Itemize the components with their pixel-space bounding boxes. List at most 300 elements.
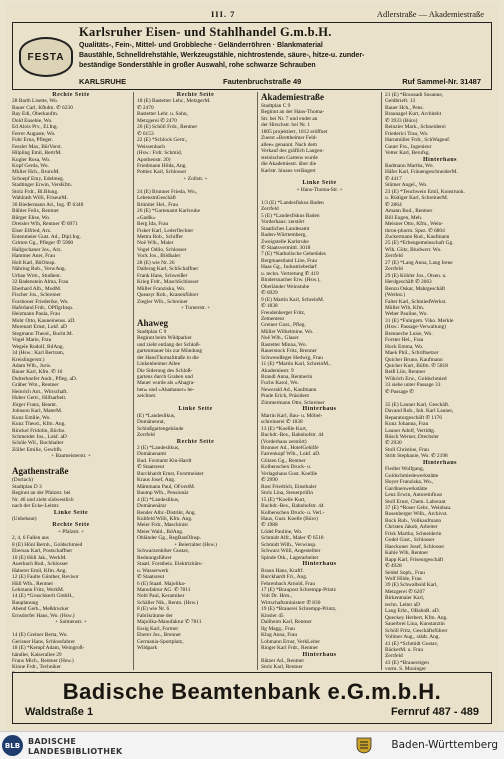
directory-line: ✆ Staatsreut	[137, 464, 165, 471]
directory-line: Staatl. Forstbeiz. Elektrizitäts-	[137, 561, 203, 568]
directory-line: Baump Wlh., Pensionär	[137, 490, 189, 497]
directory-line: schreinerei ✆ 1838	[261, 419, 303, 426]
directory-line: Bürger Elise, Wo.	[12, 214, 51, 221]
directory-line: Braunagel Kurt, Architekt	[385, 111, 442, 118]
directory-line: ✆ 6153	[137, 130, 154, 137]
directory-line: (Werkst.)	[385, 292, 406, 299]
directory-line: Zerrfeld	[261, 206, 279, 213]
directory-line: Wegele Rudolf, BdAng.	[12, 343, 64, 350]
directory-line: 15 (E) *Koelle Kurt,	[261, 496, 306, 503]
directory-line: Adam Wlh., Juris.	[12, 363, 52, 370]
directory-line: Brunner Ad., HotelGehilfe	[261, 445, 319, 452]
directory-line: 14 (E) Greiner Berta, Wo.	[12, 632, 68, 639]
library-line-2: LANDESBIBLIOTHEK	[28, 746, 123, 756]
directory-line: Haas Gg., Industriebedarf	[261, 264, 317, 271]
directory-line: Bühler Felix, Rentner	[12, 208, 59, 215]
directory-line: 6 (E) Staatl. Majolika-	[137, 580, 186, 587]
column-divider	[257, 92, 258, 670]
directory-line: Wildpark	[137, 645, 158, 652]
directory-line: Rinckel Fridolin, Bücho.	[12, 427, 66, 434]
directory-line: (Hsw.: Passage-Verwaltung)	[385, 324, 447, 331]
directory-line: 7 (E) *Katholische Gebetüdes	[261, 251, 326, 258]
directory-line: Verlagshaus Gust. Koellle	[261, 470, 318, 477]
directory-line: Domänenärar	[137, 503, 167, 510]
directory-line: Götzen Gg., Rentner	[261, 457, 306, 464]
directory-line: Fehrenbach Arnold, Frau	[261, 580, 316, 587]
directory-line: techn. Leiter aD	[385, 601, 420, 608]
directory-line: Krieg Frdr., MaschSchlosser	[137, 279, 199, 286]
directory-line: Maek Phil., Schriftsetzer	[385, 350, 439, 357]
directory-line: Urban Wrm., Studienr.	[12, 272, 61, 279]
directory-line: Beginnt an der Hans-Thoma-	[261, 109, 325, 116]
directory-line: Burckhardt Ernst, Forstmeister	[137, 470, 204, 477]
directory-line: Seidel Soph., Frau	[385, 569, 425, 576]
directory-line: Pottiez Karl, Schlosser	[137, 169, 187, 176]
directory-line: 22 (E) *Schlock Gertr.,	[137, 137, 188, 144]
cross-street: + Pfalzstr. +	[57, 528, 85, 535]
directory-line: Zimmermann Otto, Schreiner	[261, 399, 325, 406]
directory-line: Majolika-Manufaktur ✆ 7811	[137, 619, 202, 626]
directory-line: Stadtplan C 9	[261, 103, 291, 109]
directory-line: Abend Gerh., Meßdrucker	[12, 606, 69, 613]
directory-line: (Vorderhaus zerstört)	[261, 438, 307, 445]
directory-line: Zementeur	[261, 315, 285, 322]
directory-line: Herdgeschäft ✆ 2663	[385, 279, 432, 286]
side-heading: Hinterhaus	[422, 459, 457, 466]
ad-city: KARLSRUHE	[79, 77, 127, 86]
directory-line: Greiner Gust., Pfleg.	[261, 322, 306, 329]
directory-line: Meisner Otto, Kfm., Wein-	[385, 221, 444, 228]
directory-line: Haus, Gust. Koelle (Büro)	[261, 516, 318, 522]
directory-line: ✆ 3933 (Büro)	[385, 117, 418, 124]
directory-line: Entenmeier Gust. Ad., Dipl.Ing.	[12, 233, 81, 240]
directory-line: Schwarzenbiher Gustav,	[137, 548, 190, 555]
directory-line: Reiß Lilo, Rentner	[385, 369, 426, 376]
directory-line: Fisker Karl, Lederflechter	[137, 227, 194, 234]
cross-street: + Baumeisterstr. +	[51, 453, 91, 460]
directory-line: Schmeider Jos., Lokf. aD	[12, 434, 67, 441]
directory-line: Jörger Franz, Beamt.	[12, 401, 58, 408]
directory-line: Heizmann Paula, Frau	[12, 311, 61, 318]
directory-line: Gauer Fra., Ingenieur	[385, 143, 432, 150]
directory-line: Noë Wlh., Maler	[137, 240, 174, 247]
directory-line: Schmidt Wilh., Verwinsp.	[261, 541, 317, 548]
directory-line: Heinrich Ant., Wirtschaft.	[12, 388, 68, 395]
side-heading: Linke Seite	[178, 406, 213, 413]
directory-line: Lohmann Ernst, VerkLeiter	[261, 638, 321, 645]
directory-line: Brenneche Luise, Wo.	[385, 330, 433, 337]
directory-line: Schoepf Emy, Edelmeg.	[12, 175, 65, 182]
directory-line: Rösch Werner, Drechsler	[385, 434, 439, 441]
directory-line: Schloßgartengebäude	[137, 425, 184, 432]
side-heading: Hinterhaus	[302, 561, 337, 568]
directory-line: Frank Hans, Schweißer	[137, 272, 188, 279]
directory-line: Bender Albr.-Distrikt, Ang.	[137, 509, 196, 516]
side-heading: Rechte Seite	[176, 92, 215, 98]
directory-line: Godel Gust., Schlosser	[385, 537, 435, 544]
directory-line: ✆ 2990	[261, 477, 278, 484]
directory-line: Mämmann Paul, OForstM.	[137, 483, 196, 490]
directory-line: Newerald Ad., Kaufmann	[261, 386, 317, 393]
directory-line: Huber Gertr., Hilfsarbeit.	[12, 395, 67, 402]
directory-line: 32 Badenstein Alma, Frau	[12, 279, 69, 286]
directory-line: Schwarz Willi, Angestellter	[261, 548, 321, 555]
column-1	[12, 92, 130, 672]
directory-line: ✆ Staatsreut	[137, 574, 165, 581]
directory-line: Kinne Frdr., Techniker	[12, 664, 61, 671]
directory-line: 28 (E) wie Nr. 26	[137, 259, 175, 266]
directory-line: Ferrer Auguste, Wo.	[12, 130, 56, 137]
column-divider	[133, 92, 134, 670]
directory-line: Gräber Wm., Rentner	[12, 382, 59, 389]
directory-line: Rauerstock Fritz, Brenner	[261, 348, 317, 355]
directory-line: Hammer Aner, Frau	[12, 253, 56, 260]
library-name	[28, 737, 123, 756]
directory-line: Bock Rob., Vollkaufmann	[385, 517, 442, 524]
directory-line: Harnmüller Frdr., SchWagenf.	[385, 137, 451, 144]
side-heading: Rechte Seite	[176, 438, 215, 445]
directory-line: der Hirschstr. bei Nr. 1	[261, 122, 311, 129]
directory-line: ben« und »Ahamauer« be-	[137, 386, 195, 393]
advertisement-bank	[12, 672, 492, 724]
directory-line: LebensmGeschäft	[137, 195, 176, 202]
directory-line: 37 (E) *Roser Gebr., Weinbau.	[385, 505, 452, 511]
directory-line: Spinde Otk., Lagerarbeiter	[261, 554, 319, 561]
street-heading: Akademiestraße	[261, 92, 324, 102]
directory-line: Goldschmiedewerkstätte	[385, 472, 439, 479]
directory-line: Volt Dr. Hrm.,	[261, 593, 292, 600]
directory-line: allee« genannt. Nach dem	[261, 141, 317, 148]
directory-line: Vogel Marie, Frau	[12, 337, 52, 344]
cross-street: + Salmenstr. +	[55, 619, 87, 626]
street-heading: Ahaweg	[137, 317, 168, 328]
state-crest-icon	[356, 736, 372, 754]
directory-line: Metzgerei ✆ 6207	[385, 588, 425, 595]
directory-line: 1805 projektiert, 1812 eröffnet	[261, 128, 328, 135]
directory-line: die Akademiestr. über die	[261, 161, 317, 168]
directory-line: (Durlach)	[12, 477, 33, 484]
directory-line: Eberhard Alb., ModM.	[12, 285, 62, 292]
directory-line: Stoll Ernst, Chem. Laborant	[385, 498, 446, 505]
directory-line: Forsboner Friederike, Wo.	[12, 298, 69, 305]
directory-line: Kolbenschen Druck- u.	[261, 464, 312, 471]
side-heading: Hinterhaus	[302, 406, 337, 413]
directory-line: Baden-Württemberg,	[261, 232, 307, 239]
bank-name: Badische Beamtenbank e.G.m.b.H.	[62, 679, 442, 704]
directory-line: Vollmer Aug., städt. Ang.	[385, 634, 440, 641]
directory-line: Akademiestr. 9	[261, 367, 294, 374]
directory-line: 25 (E) *Erbengemeinschaft Gg.	[385, 240, 454, 247]
directory-line: Hüll Wlh., Rentner	[12, 580, 54, 587]
directory-line: Bay Edi, Oberkaufm.	[12, 111, 59, 118]
directory-line: Rost Friedrich, Einsthaler	[261, 483, 317, 490]
directory-line: Geldbriefr. 13	[385, 98, 416, 105]
directory-line: Grimm Gg., Pfleger ✆ 5900	[12, 240, 74, 247]
directory-line: Lehmann Fritz, WerkM.	[12, 586, 65, 593]
directory-line: ✆ 2930	[385, 440, 402, 447]
directory-line: Wlh. Götz, Bludwerr. Wo.	[385, 246, 442, 253]
directory-line: Kunz Theod., Kfm. Ang.	[12, 421, 66, 428]
directory-line: Rapp Karl, Friseurgeschäft	[385, 556, 444, 563]
advertisement-steel	[12, 22, 492, 90]
directory-line: Mettra Rob., Schiffer	[137, 233, 184, 240]
directory-line: thron-phorm. Spez. ✆ 6804	[385, 227, 445, 234]
directory-line: Reparaturgeschäft ✆ 1176	[385, 414, 442, 421]
directory-line: (Unbebaut)	[12, 516, 37, 522]
directory-line: u. techn. Vertretung ✆ 419	[261, 270, 319, 277]
directory-line: Vorderhaus: zerstört	[261, 219, 305, 226]
page-header	[6, 6, 498, 22]
directory-line: Brandl Anna, Rentnerin	[261, 374, 313, 381]
directory-line: Müller Wlh, Kfm.	[385, 304, 425, 311]
directory-line: Braun Hans, Kraftf.	[261, 567, 304, 574]
directory-line: 13 (E) *Koellle Kurt,	[261, 425, 308, 432]
directory-line: Bauer Carl, Kfkdm. ✆ 6230	[12, 104, 73, 111]
directory-line: Kunz Emilie, Wo.	[12, 414, 51, 421]
directory-line: (E) *Landeslikus,	[137, 412, 176, 419]
directory-line: ✆ Staatsvermittl. 3018	[261, 244, 311, 251]
street-heading: Agathenstraße	[12, 466, 69, 477]
directory-line: Auerbach Rud., Schlosser	[12, 561, 68, 568]
directory-line: Buchdr.-Bes., Bahnhofstr. 44	[261, 432, 324, 439]
directory-line: (Hsw.: Frdr. Schmid,	[137, 150, 183, 157]
directory-line: Zuckermann Rud., Kaufmann	[385, 233, 450, 240]
directory-line: Obländer Gg., RegBauOInsp.	[137, 535, 201, 542]
directory-line: Müller Franziska, Wo.	[137, 285, 186, 292]
ad-address: Fautenbruchstraße 49	[223, 77, 302, 86]
directory-line: Müller Wilhelmine, Wo.	[261, 328, 314, 335]
directory-line: Quicher Bruno, Kaufmann	[385, 356, 443, 363]
directory-line: Nähring Rob., VerwAng.	[12, 266, 66, 273]
directory-line: 39 (E) Schwalbold Karl,	[385, 582, 438, 589]
directory-line: ✆ 4928	[385, 563, 402, 570]
directory-line: Ilg Magg., Frau	[261, 625, 295, 632]
directory-line: Ernsdorfer Hans, Wo. (Hsw.)	[12, 612, 75, 619]
directory-line: steinischen Gartens wurde	[261, 154, 318, 161]
directory-line: Bill Eugen, Meh.	[385, 214, 423, 221]
directory-line: Zerrfeld	[385, 253, 403, 260]
directory-line: Stümer Angel., Wo.	[385, 182, 428, 189]
side-heading: Hinterhaus	[302, 651, 337, 658]
directory-line: Ebersau Karl, Postschaffner	[12, 548, 73, 555]
directory-line: Bauer Hch., Pens.	[385, 104, 424, 111]
directory-line: Nr. 46 und zieht südwestlich	[12, 496, 74, 503]
directory-line: Stadtplan C 9	[137, 328, 167, 335]
directory-line: 43 (E) *Brauereigen	[385, 659, 430, 666]
directory-line: Quicher Kurt, Büfm. ✆ 5818	[385, 363, 448, 370]
directory-line: Zerrfeld	[385, 266, 403, 273]
directory-line: Badmann Martha, Wo.	[385, 162, 434, 169]
directory-line: Häfer Karl, FräuengeschneiderM.	[385, 169, 458, 176]
directory-line: Meier Wald., BdAng.	[137, 528, 184, 535]
directory-line: Friederici Trau, Wo.	[385, 130, 429, 137]
directory-line: Weber Pauline, Wo.	[385, 311, 428, 318]
directory-line: Haferland Frdr., OPflgrInsp.	[12, 304, 74, 311]
directory-line: 28 Barth Lisette, Wo.	[12, 98, 59, 105]
directory-line: Kraus Josef, Ang.	[137, 477, 176, 484]
side-heading: Rechte Seite	[52, 92, 90, 98]
directory-line: 24 (E) Brunner Frieda, Wo.,	[137, 188, 198, 195]
directory-line: Str. bei Nr. 7 und endet an	[261, 115, 318, 122]
directory-line: Zöller Emilie, Gewbfh.	[12, 446, 63, 453]
directory-line: Buchdr.-Bes., Bahnhofstr. 44	[261, 503, 324, 510]
directory-line: gartens durch Graben und	[137, 374, 193, 381]
directory-line: Lenz Erwin, Autoreinfluss	[385, 492, 443, 499]
directory-line: Rastetter Minna, Wo.	[261, 341, 307, 348]
directory-line: Dallheim Karl, Rentner	[261, 619, 312, 626]
directory-line: Schöll Fritz, Geschäftsführer	[385, 627, 448, 634]
directory-line: Amann Rud., Rentner	[385, 208, 433, 215]
blb-logo-icon: BLB	[2, 735, 23, 756]
directory-line: Fessler Max, BürVorst.	[12, 143, 62, 150]
side-heading: Hinterhaus	[422, 156, 457, 163]
directory-line: Launer Adolf, Vertldtg.	[385, 427, 436, 434]
directory-line: Falter Karl, SchmiedWerkst.	[385, 298, 447, 305]
directory-line: Zerrfeld	[137, 432, 155, 439]
ad-line-1: Qualitäts-, Fein-, Mittel- und Grobbleche · Geländerröhren · Blankmaterial	[79, 42, 323, 49]
directory-line: gartenmauer bis zur Mündung	[137, 348, 203, 355]
directory-line: Rosenberger Wilh., Archivst.	[385, 511, 448, 518]
directory-line: Zerrfeld	[385, 653, 403, 660]
directory-line: Schwendfeger Hedwig, Frau	[261, 354, 323, 361]
directory-line: Staatliches Landesamt	[261, 225, 310, 232]
directory-line: Mauer wurde als »Ahagra-	[137, 380, 195, 387]
directory-line: 2 (E) *Landeslikus,	[137, 445, 180, 452]
directory-line: Stadtinger Erwin, VersKfm.	[12, 182, 73, 189]
library-line-1: BADISCHE	[28, 737, 77, 746]
directory-line: Dold Eusebie, Wo.	[12, 117, 53, 124]
directory-line: Lang Erhr., OBahnR. aD.	[385, 608, 440, 615]
directory-line: Kugler Rosa, Wo.	[12, 156, 51, 163]
directory-line: Klug Anna, Frau	[261, 632, 298, 639]
directory-line: Prade Erich, Präsident	[261, 393, 310, 400]
directory-line: Domänenamt	[137, 451, 167, 458]
directory-line: Schäller Nik., Rentn. (Hsw.)	[137, 599, 199, 606]
directory-line: Holl Karl, BüOinsp.	[12, 259, 56, 266]
ad-line-3: beständige Sonderstähle in großer Auswahl, rohe schwarze Schrauben	[79, 62, 316, 69]
cross-street: + Turnerstr. +	[180, 304, 211, 311]
directory-line: ✆ Passage ✆	[385, 388, 414, 395]
directory-line: Brümler Hel., Frau	[137, 201, 179, 208]
directory-line: Vetter Karl, Berufsg.	[385, 150, 430, 157]
ad-phone: Ruf Sammel-Nr. 31487	[402, 77, 481, 86]
directory-line: Haberer Emil, Kfm. Ang.	[12, 567, 67, 574]
directory-line: Gardinenwerkstätte	[385, 485, 428, 492]
directory-line: Müller Hch., BruruM.	[12, 169, 60, 176]
directory-line: vorm. S. Moninger	[385, 666, 427, 672]
directory-line: Mohr Otto, Kauneinenss. aD.	[12, 317, 76, 324]
directory-line: Fischer Jos., Schreiner	[12, 292, 61, 299]
directory-line: Bindersnacher Erw. (Hsw.),	[261, 277, 321, 284]
directory-line: Wahlrath Willi, FriseurM.	[12, 195, 68, 202]
state-name: Baden-Württemberg	[391, 739, 498, 751]
directory-line: Manufaktur AG. ✆ 7811	[137, 586, 191, 593]
directory-line: Eberer Jos., Brenner	[137, 632, 182, 639]
directory-line: »Gadik«	[137, 214, 156, 221]
directory-line: Stadtplan D 3	[12, 483, 42, 490]
directory-line: Christen Jakob, Arbeiter	[385, 524, 438, 531]
directory-line: 10 (E) Hüll Jak., WerkM.	[12, 554, 67, 561]
directory-line: Apothenstr. 20)	[137, 156, 171, 163]
directory-line: Ringer Karl Frdr., Rentner	[261, 645, 319, 652]
directory-line: Zuerst »Brettheimer Feld-	[261, 135, 318, 142]
directory-line: Dreisler Wlh, Rentner ✆ 6971	[12, 221, 78, 228]
directory-line: Gerisner Hans, Schlossfahrer	[12, 638, 76, 645]
footer-bar	[0, 731, 504, 759]
directory-line: Queckey Herbert, Kfm. Ang.	[385, 614, 448, 621]
directory-line: 29 (E) Köhler Jos., Otsen. u.	[385, 272, 447, 279]
street-range: Adlerstraße — Akademiestraße	[376, 9, 484, 19]
directory-line: und zieht entlang der Schloß-	[137, 341, 201, 348]
directory-line: 34 (Hsw.: Karl Bertram,	[12, 350, 65, 357]
directory-line: Kuhfeld Willi, Kfm. Ang.	[137, 516, 193, 522]
directory-line: 1/3 (E) *Landesfiskus Baden	[261, 199, 324, 206]
directory-line: Davand Rob., Inh. Karl Launer,	[385, 408, 454, 415]
directory-line: 8 (E) Hönl Bernh., Goldschmied	[12, 541, 83, 548]
directory-line: 18 (E) Bastetter Lehr., MetzgerM.	[137, 98, 211, 105]
directory-line: Burckhardt Fri., Ang.	[261, 574, 308, 581]
directory-line: Frans Mich., Rentner (Hsw.)	[12, 657, 74, 664]
directory-line: Zweigstelle Karlsruhe	[261, 238, 309, 245]
festa-logo: FESTA	[19, 37, 73, 77]
directory-line: 31 (E) *Fuhrgem. Viko. Merkle	[385, 317, 454, 324]
directory-line: Hallgschaner Jos., Arz.	[12, 246, 62, 253]
directory-line: Stritt Stephanie, Wo. ✆ 2198	[385, 453, 448, 460]
directory-line: ✆ 2864	[385, 201, 402, 208]
directory-line: 9 (E) Martin Karl, SchreinM.	[261, 296, 325, 303]
directory-line: Fuhr Erna, Pfleger.	[12, 137, 54, 144]
directory-line: der HansThomaStraße in die	[137, 354, 199, 361]
column-divider	[381, 92, 382, 670]
directory-line: Stolz Lina, Steuerprüfin	[261, 490, 313, 497]
directory-line: Beginnt an der Pfalzstr. bei	[12, 490, 71, 497]
directory-line: Wührich Erw., Goldschmied	[385, 375, 447, 382]
directory-line: Lödel Pauline, Wo.	[261, 528, 303, 535]
directory-line: ✆ 1838	[261, 303, 278, 310]
directory-line: 18 (E) *Kempf Adam, Weingroß-	[12, 645, 85, 652]
directory-line: Kinsler 45	[261, 612, 284, 619]
bank-address: Waldstraße 1	[25, 706, 94, 718]
directory-line: Schmidt Alfr., Maler ✆ 6518	[261, 535, 324, 542]
directory-line: Weissenbach	[137, 143, 166, 150]
directory-line: u. Wasserwerk	[137, 567, 169, 574]
directory-line: Stolz Frdr., Bl.Blung.	[12, 188, 59, 195]
directory-line: 20 (E) Schöll Frdr., Rentner	[137, 124, 198, 131]
directory-line: Farrenkopf Wlh., Lokf. aD.	[261, 451, 321, 458]
directory-line: Queasyr Rob., Kranenführer	[137, 292, 199, 299]
directory-line: Metzgerei ✆ 2470	[137, 117, 177, 124]
directory-line: Sauerbrei Lina, Kunstarztin	[385, 621, 445, 628]
side-heading: Rechte Seite	[52, 522, 90, 529]
directory-line: Elser Elfried, Arz.	[12, 227, 52, 234]
directory-line: 23 (E) *Teuchwein Emil, Konstrunk.	[385, 188, 465, 195]
directory-line: ✆ 1988	[261, 522, 278, 529]
directory-line: Essig Karl, Former	[137, 625, 179, 632]
directory-line: Kopf Gerda, Wo.	[12, 162, 49, 169]
directory-line: 33 siehe unter Passage 33	[385, 382, 441, 389]
directory-line: Hoyer Franziska, Wo.,	[385, 479, 434, 486]
directory-line: Beginnt beim Wildparker	[137, 335, 192, 342]
directory-line: Meier Frdr., Maschinist	[137, 522, 188, 529]
directory-line: ✆ 6929	[261, 290, 278, 297]
directory-line: Nobl Paul, Keramiker	[137, 593, 185, 600]
ad-line-2: Baustähle, Schnelldrehstähle, Werkzeugstähle, nichtrostende, säure-, hitze-u. zunder-	[79, 52, 365, 59]
directory-line: Freudenberger Fritz,	[261, 309, 306, 316]
directory-line: 14 (E) *Gruschkerlt GmbH.,	[12, 593, 74, 600]
directory-line: Ed Alois Prv., El.Ing.	[12, 124, 58, 131]
directory-line: Martin Karl, Bau- u. Möbel-	[261, 412, 323, 419]
directory-line: Bud. Forstamt Klu-Hardt	[137, 457, 192, 464]
